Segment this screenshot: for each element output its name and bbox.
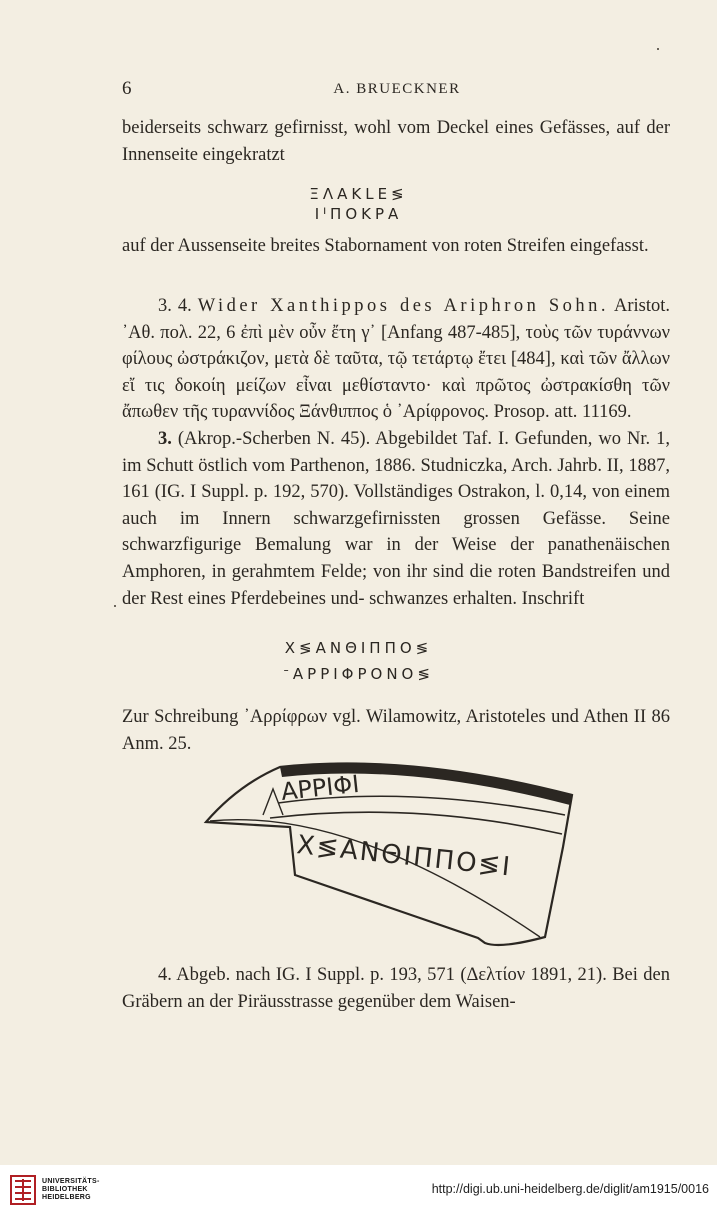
section-3-4-title: Wider Xanthippos des Ariphron Sohn. — [197, 296, 610, 316]
page-number: 6 — [122, 78, 132, 99]
lower-band-line — [270, 812, 562, 834]
section-4 — [122, 962, 670, 1015]
paragraph-1 — [122, 115, 670, 168]
inscription-1-line-1: ΞΛΑΚLΕ≶ — [309, 185, 408, 203]
library-name — [42, 1178, 100, 1202]
viewer-footer — [0, 1165, 717, 1216]
section-3-number: 3. — [158, 428, 172, 449]
ostrakon-lower-inscription: Χ≶ΑΝΘΙΠΠΟ≶Ι — [295, 830, 514, 883]
paragraph-2-text: auf der Aussenseite breites Stabornament von roten Streifen eingefasst. — [122, 236, 649, 256]
section-4-number: 4. — [158, 965, 172, 985]
scan-speck — [657, 48, 659, 50]
section-4-paragraph — [122, 962, 670, 1015]
paragraph-3 — [122, 704, 670, 757]
university-library-logo-icon[interactable] — [8, 1173, 38, 1207]
source-url-link[interactable]: http://digi.ub.uni-heidelberg.de/diglit/am1915/0016 — [431, 1182, 709, 1196]
section-3-4-number: 3. 4. — [158, 296, 192, 316]
paragraph-1-text: beiderseits schwarz gefirnisst, wohl vom Deckel eines Gefässes, auf der Innenseite eingekratzt — [122, 118, 670, 165]
library-name-line-3: HEIDELBERG — [42, 1194, 91, 1201]
section-3-4-body: Aristot. ᾿Αθ. πολ. 22, 6 ἐπὶ μὲν οὖν ἔτη γ᾿ [Anfang 487-485], τοὺς τῶν τυράννων φίλους ὠστράκιζον, μετὰ δὲ ταῦτα, τῷ τετάρτῳ ἔτει [484], καὶ τῶν ἄλλων εἴ τις δοκοίη μείζων εἶναι μεθίσταντο· καὶ πρῶτος ὠστρακίσθη τῶν ἄπωθεν τῆς τυραννίδος Ξάνθιππος ὁ ᾿Αρίφρονος. Prosop. att. 11169. — [122, 296, 671, 423]
section-4-body: Abgeb. nach IG. I Suppl. p. 193, 571 (Δελτίον 1891, 21). Bei den Gräbern an der Piräusstrasse gegenüber dem Waisen- — [122, 965, 670, 1012]
section-3-body: (Akrop.-Scherben N. 45). Abgebildet Taf. I. Gefunden, wo Nr. 1, im Schutt östlich vom Parthenon, 1886. Studniczka, Arch. Jahrb. II, 1887, 161 (IG. I Suppl. p. 192, 570). Vollständiges Ostrakon, l. 0,14, von einem auch im Innern schwarzgefirnissten grossen Gefässe. Seine schwarzfigurige Bemalung war in der Weise der panathenäischen Amphoren, in gerahmtem Felde; von ihr sind die roten Bandstreifen und der Rest eines Pferdebeines und- schwanzes erhalten. Inschrift — [122, 428, 670, 609]
section-3-4-paragraph — [122, 293, 670, 426]
ostrakon-drawing — [200, 755, 585, 950]
running-head: A. BRUECKNER — [333, 81, 461, 97]
inscription-2-line-1: Χ≶ΑΝΘΙΠΠΟ≶ — [284, 639, 433, 657]
scan-speck — [114, 605, 116, 607]
ostrakon-figure — [200, 755, 585, 950]
library-name-line-1: UNIVERSITÄTS- — [42, 1178, 100, 1185]
paragraph-2 — [122, 233, 670, 260]
inscription-1-line-2: ΙᑊΠΟΚΡΑ — [314, 205, 403, 223]
ostrakon-upper-inscription: ΑΡΡΙΦΙ — [279, 769, 361, 806]
section-3-paragraph — [122, 426, 670, 612]
paragraph-3-text: Zur Schreibung ᾿Αρρίφρων vgl. Wilamowitz, Aristoteles und Athen II 86 Anm. 25. — [122, 707, 670, 754]
inscription-2-line-2: ᐨΑΡΡΙΦΡΟΝΟ≶ — [283, 665, 434, 683]
library-name-line-2: BIBLIOTHEK — [42, 1186, 88, 1193]
page-header — [122, 78, 672, 102]
section-3-4 — [122, 293, 670, 612]
